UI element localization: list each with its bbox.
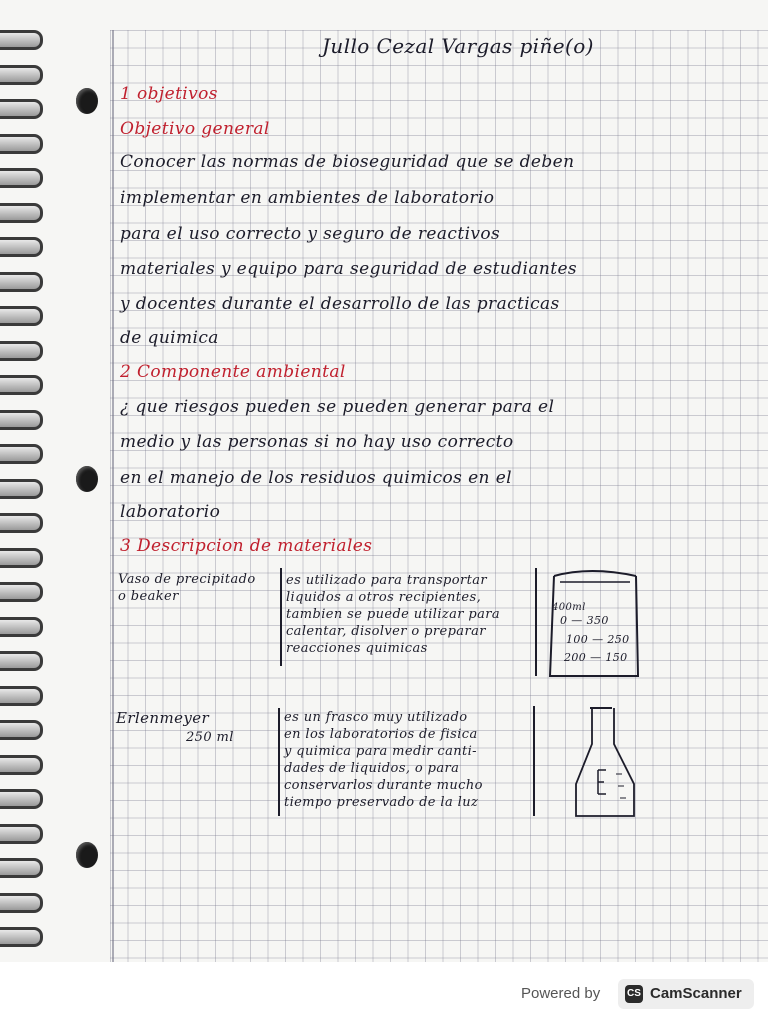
top-margin	[0, 0, 768, 30]
section-1-line: para el uso correcto y seguro de reactivos	[120, 224, 501, 244]
punch-hole-icon	[76, 466, 98, 492]
material-description: tiempo preservado de la luz	[284, 795, 479, 810]
section-1-subheading: Objetivo general	[120, 119, 270, 139]
section-1-line: implementar en ambientes de laboratorio	[120, 188, 495, 208]
material-description: dades de liquidos, o para	[284, 761, 460, 776]
table-divider	[535, 568, 537, 676]
spiral-ring-icon	[0, 306, 43, 326]
section-1-line: y docentes durante el desarrollo de las practicas	[120, 294, 560, 314]
spiral-ring-icon	[0, 617, 43, 637]
section-3-heading: 3 Descripcion de materiales	[120, 536, 373, 556]
beaker-label: 200 — 150	[564, 651, 628, 664]
material-description: conservarlos durante mucho	[284, 778, 483, 793]
section-2-line: medio y las personas si no hay uso correcto	[120, 432, 514, 452]
table-divider	[533, 706, 535, 816]
beaker-label: 0 — 350	[560, 614, 609, 627]
flask-drawing	[570, 704, 640, 820]
section-1-line: materiales y equipo para seguridad de estudiantes	[120, 259, 578, 279]
punch-hole-icon	[76, 88, 98, 114]
material-description: tambien se puede utilizar para	[286, 607, 501, 622]
spiral-ring-icon	[0, 134, 43, 154]
spiral-ring-icon	[0, 444, 43, 464]
spiral-ring-icon	[0, 375, 43, 395]
material-description: y quimica para medir canti-	[284, 744, 477, 759]
material-description: reacciones quimicas	[286, 641, 428, 656]
table-divider	[280, 568, 282, 666]
table-divider	[278, 708, 280, 816]
material-name: o beaker	[118, 589, 179, 604]
material-description: es un frasco muy utilizado	[284, 710, 468, 725]
material-description: calentar, disolver o preparar	[286, 624, 486, 639]
spiral-ring-icon	[0, 99, 43, 119]
spiral-ring-icon	[0, 237, 43, 257]
spiral-ring-icon	[0, 927, 43, 947]
margin-line	[112, 30, 114, 962]
student-name: Jullo Cezal Vargas piñe(o)	[322, 34, 594, 58]
spiral-ring-icon	[0, 272, 43, 292]
spiral-ring-icon	[0, 65, 43, 85]
material-name: Vaso de precipitado	[118, 572, 256, 587]
powered-by-text: Powered by	[521, 985, 601, 1002]
spiral-ring-icon	[0, 858, 43, 878]
spiral-ring-icon	[0, 479, 43, 499]
section-1-line: Conocer las normas de bioseguridad que se deben	[120, 152, 575, 172]
spiral-ring-icon	[0, 30, 43, 50]
camscanner-brand: CamScanner	[650, 985, 742, 1002]
camscanner-logo-icon: CS	[625, 985, 643, 1003]
material-name: 250 ml	[186, 730, 234, 745]
material-name: Erlenmeyer	[116, 709, 210, 727]
material-description: en los laboratorios de fisica	[284, 727, 478, 742]
material-description: liquidos a otros recipientes,	[286, 590, 482, 605]
punch-hole-icon	[76, 842, 98, 868]
spiral-ring-icon	[0, 168, 43, 188]
spiral-ring-icon	[0, 548, 43, 568]
section-2-heading: 2 Componente ambiental	[120, 362, 346, 382]
spiral-ring-icon	[0, 824, 43, 844]
spiral-ring-icon	[0, 893, 43, 913]
spiral-ring-icon	[0, 720, 43, 740]
spiral-ring-icon	[0, 686, 43, 706]
section-2-line: laboratorio	[120, 502, 221, 522]
camscanner-badge	[618, 979, 754, 1009]
spiral-ring-icon	[0, 582, 43, 602]
material-description: es utilizado para transportar	[286, 573, 488, 588]
spiral-ring-icon	[0, 651, 43, 671]
spiral-ring-icon	[0, 203, 43, 223]
spiral-ring-icon	[0, 341, 43, 361]
spiral-ring-icon	[0, 410, 43, 430]
beaker-label: 100 — 250	[566, 633, 630, 646]
spiral-ring-icon	[0, 513, 43, 533]
spiral-ring-icon	[0, 789, 43, 809]
section-1-heading: 1 objetivos	[120, 84, 218, 104]
beaker-label: 400ml	[552, 602, 586, 613]
section-2-line: en el manejo de los residuos quimicos en el	[120, 468, 512, 488]
spiral-ring-icon	[0, 755, 43, 775]
section-2-line: ¿ que riesgos pueden se pueden generar para el	[120, 397, 555, 417]
section-1-line: de quimica	[120, 328, 219, 348]
